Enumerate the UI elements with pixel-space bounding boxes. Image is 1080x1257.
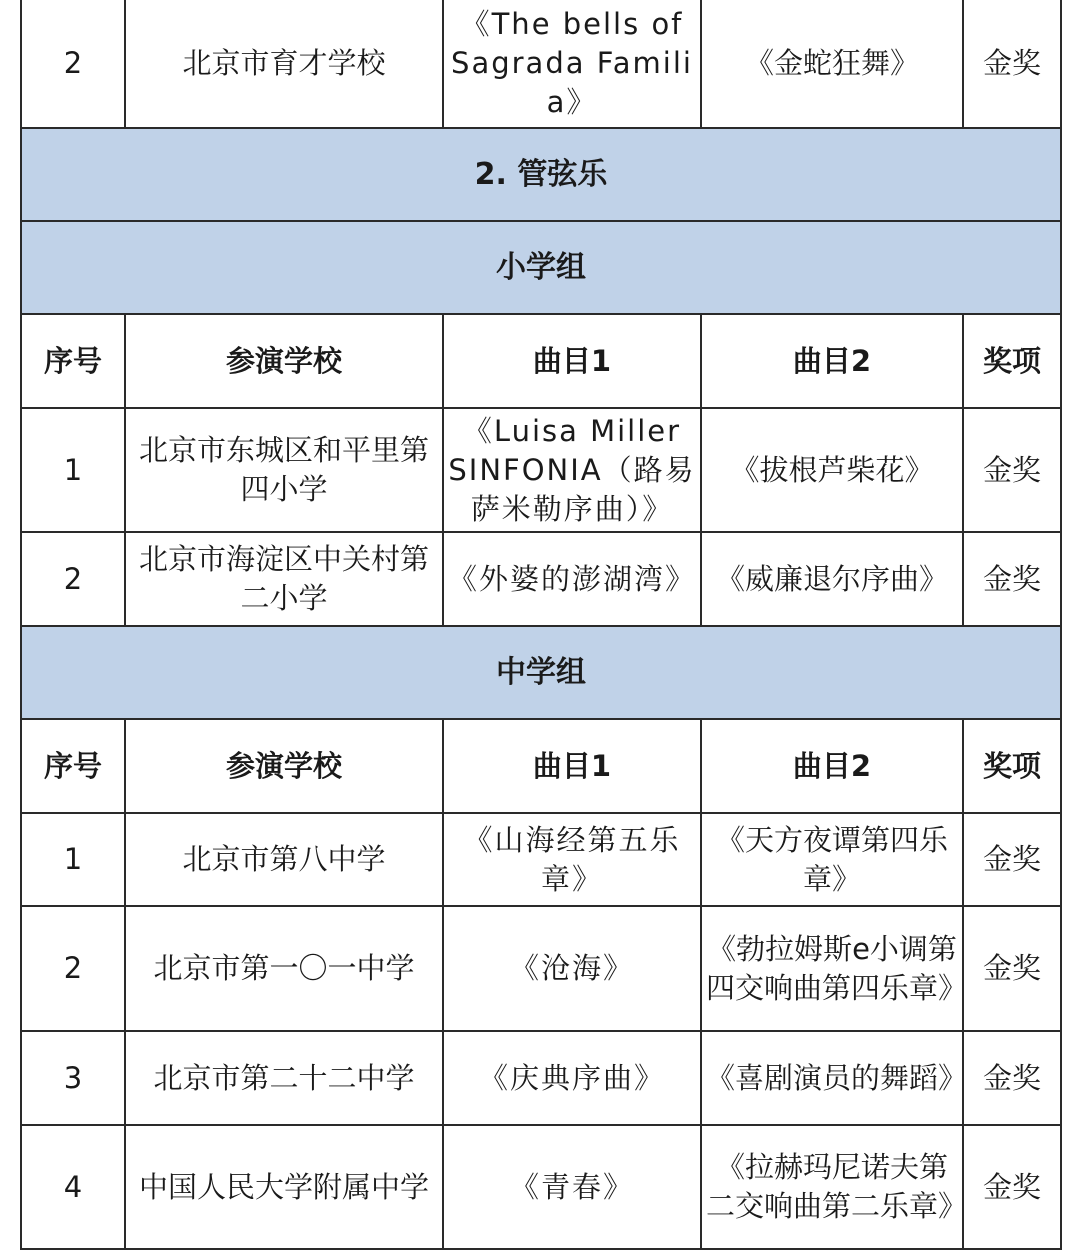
cell-school: 北京市第八中学: [125, 813, 443, 906]
cell-no: 1: [21, 408, 125, 532]
cell-piece1: 《沧海》: [443, 906, 701, 1031]
group-header: [21, 626, 1061, 719]
cell-piece2: 《天方夜谭第四乐章》: [701, 813, 963, 906]
table-row: [21, 0, 1061, 128]
cell-award: 金奖: [963, 408, 1061, 532]
cell-piece1: 曲目1: [443, 719, 701, 813]
cell-piece1: 《庆典序曲》: [443, 1031, 701, 1125]
group-header-title: 小学组: [21, 221, 1061, 314]
cell-no: 2: [21, 0, 125, 128]
group-header: [21, 221, 1061, 314]
cell-school: 北京市育才学校: [125, 0, 443, 128]
cell-piece1: 《Luisa Miller SINFONIA（路易萨米勒序曲）》: [443, 408, 701, 532]
cell-award: 金奖: [963, 1125, 1061, 1249]
table-row: [21, 532, 1061, 626]
awards-table-body: [21, 0, 1061, 1249]
cell-no: 序号: [21, 314, 125, 408]
cell-school: 中国人民大学附属中学: [125, 1125, 443, 1249]
cell-piece2: 曲目2: [701, 314, 963, 408]
cell-school: 北京市第二十二中学: [125, 1031, 443, 1125]
table-row: [21, 1125, 1061, 1249]
cell-piece2: 《喜剧演员的舞蹈》: [701, 1031, 963, 1125]
table-row: [21, 813, 1061, 906]
cell-no: 序号: [21, 719, 125, 813]
cell-piece1: 曲目1: [443, 314, 701, 408]
cell-no: 2: [21, 532, 125, 626]
cell-school: 北京市海淀区中关村第二小学: [125, 532, 443, 626]
cell-school: 北京市第一〇一中学: [125, 906, 443, 1031]
cell-piece1: 《青春》: [443, 1125, 701, 1249]
column-header-row: [21, 719, 1061, 813]
cell-award: 金奖: [963, 906, 1061, 1031]
cell-no: 1: [21, 813, 125, 906]
cell-piece1: 《外婆的澎湖湾》: [443, 532, 701, 626]
cell-award: 金奖: [963, 0, 1061, 128]
cell-school: 参演学校: [125, 314, 443, 408]
cell-award: 金奖: [963, 1031, 1061, 1125]
section-header-title: 2. 管弦乐: [21, 128, 1061, 221]
section-header: [21, 128, 1061, 221]
cell-piece2: 《拔根芦柴花》: [701, 408, 963, 532]
cell-school: 参演学校: [125, 719, 443, 813]
group-header-title: 中学组: [21, 626, 1061, 719]
cell-award: 金奖: [963, 813, 1061, 906]
table-row: [21, 906, 1061, 1031]
cell-piece1: 《山海经第五乐章》: [443, 813, 701, 906]
cell-school: 北京市东城区和平里第四小学: [125, 408, 443, 532]
cell-piece2: 曲目2: [701, 719, 963, 813]
column-header-row: [21, 314, 1061, 408]
cell-piece2: 《拉赫玛尼诺夫第二交响曲第二乐章》: [701, 1125, 963, 1249]
cell-piece2: 《勃拉姆斯e小调第四交响曲第四乐章》: [701, 906, 963, 1031]
table-row: [21, 408, 1061, 532]
cell-piece1: 《The bells of Sagrada Familia》: [443, 0, 701, 128]
cell-award: 奖项: [963, 719, 1061, 813]
cell-no: 2: [21, 906, 125, 1031]
cell-award: 金奖: [963, 532, 1061, 626]
cell-piece2: 《威廉退尔序曲》: [701, 532, 963, 626]
cell-piece2: 《金蛇狂舞》: [701, 0, 963, 128]
cell-no: 4: [21, 1125, 125, 1249]
table-row: [21, 1031, 1061, 1125]
awards-table: [20, 0, 1062, 1250]
cell-no: 3: [21, 1031, 125, 1125]
cell-award: 奖项: [963, 314, 1061, 408]
